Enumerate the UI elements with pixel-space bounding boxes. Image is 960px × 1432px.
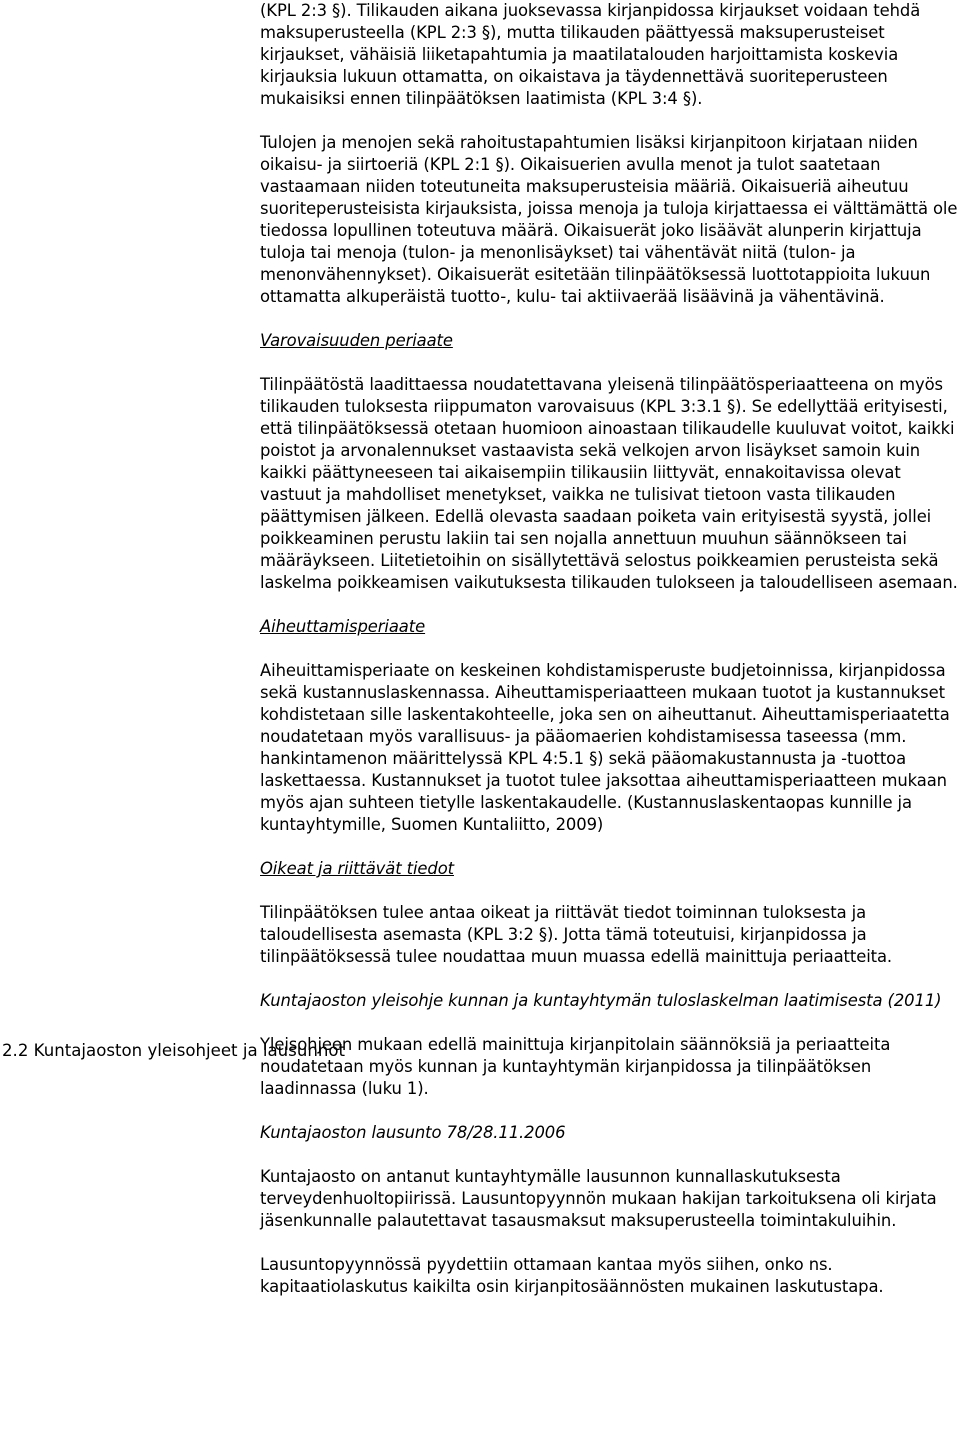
heading-varovaisuuden-periaate: Varovaisuuden periaate [260, 331, 453, 350]
paragraph-maksuperuste: (KPL 2:3 §). Tilikauden aikana juoksevassa kirjanpidossa kirjaukset voidaan tehdä maksuperusteella (KPL 2:3 §), mutta tilikauden päättyessä maksuperusteiset kirjaukset, vähäisiä liiketapahtumia ja maatilatalouden harjoittamista koskevia kirjauksia lukuun ottamatta, on oikaistava ja täydennettävä suoriteperusteen mukaisiksi ennen tilinpäätöksen laatimista (KPL 3:4 §). [260, 1, 921, 108]
paragraph-varovaisuus: Tilinpäätöstä laadittaessa noudatettavana yleisenä tilinpäätösperiaatteena on myös tilikauden tuloksesta riippumaton varovaisuus (KPL 3:3.1 §). Se edellyttää erityisesti, että tilinpäätöksessä otetaan huomioon ainoastaan tilikaudelle kuuluvat voitot, kaikki poistot ja arvonalennukset vastaavista sekä velkojen arvon lisäykset samoin kuin kaikki päättyneeseen tai aikaisempiin tilikausiin liittyvät, ennakoitavissa olevat vastuut ja mahdolliset menetykset, vaikka ne tulisivat tietoon vasta tilikauden päättymisen jälkeen. Edellä olevasta saadaan poiketa vain erityisestä syystä, jollei poikkeaminen perustu lakiin tai sen nojalla annettuun muuhun säännökseen tai määräykseen. Liitetietoihin on sisällytettävä selostus poikkeamien perusteista sekä laskelma poikkeamisen vaikutuksesta tilikauden tulokseen ja taloudelliseen asemaan. [260, 375, 958, 592]
paragraph-lausunto: Kuntajaosto on antanut kuntayhtymälle lausunnon kunnallaskutuksesta terveydenhuoltopiirissä. Lausuntopyynnön mukaan hakijan tarkoituksena oli kirjata jäsenkunnalle palautettavat tasausmaksut maksuperusteella toimintakuluihin. [260, 1167, 937, 1230]
paragraph-kapitaatiolaskutus: Lausuntopyynnössä pyydettiin ottamaan kantaa myös siihen, onko ns. kapitaatiolaskutus kaikilta osin kirjanpitosäännösten mukainen laskutustapa. [260, 1255, 884, 1296]
heading-lausunto: Kuntajaoston lausunto 78/28.11.2006 [260, 1123, 566, 1142]
paragraph-oikaisuerat: Tulojen ja menojen sekä rahoitustapahtumien lisäksi kirjanpitoon kirjataan niiden oikaisu- ja siirtoeriä (KPL 2:1 §). Oikaisuerien avulla menot ja tulot saatetaan vastaamaan niiden toteutuneita maksuperusteisia määriä. Oikaisueriä aiheutuu suoriteperusteisista kirjauksista, joissa menoja ja tuloja kirjattaessa ei välttämättä ole tiedossa lopullinen toteutuva määrä. Oikaisuerät joko lisäävät alunperin kirjattuja tuloja tai menoja (tulon- ja menonlisäykset) tai vähentävät niitä (tulon- ja menonvähennykset). Oikaisuerät esitetään tilinpäätöksessä luottotappioita lukuun ottamatta alkuperäistä tuotto-, kulu- tai aktiivaerää lisäävinä ja vähentävinä. [260, 133, 958, 306]
heading-aiheuttamisperiaate: Aiheuttamisperiaate [260, 617, 426, 636]
heading-oikeat-ja-riittavat-tiedot: Oikeat ja riittävät tiedot [260, 859, 454, 878]
heading-yleisohje: Kuntajaoston yleisohje kunnan ja kuntayhtymän tuloslaskelman laatimisesta (2011) [260, 991, 942, 1010]
section-heading: 2.2 Kuntajaoston yleisohjeet ja lausunnot [2, 1041, 346, 1060]
paragraph-oikeat-tiedot: Tilinpäätöksen tulee antaa oikeat ja riittävät tiedot toiminnan tuloksesta ja taloudellisesta asemasta (KPL 3:2 §). Jotta tämä toteutuisi, kirjanpidossa ja tilinpäätöksessä tulee noudattaa muun muassa edellä mainittuja periaatteita. [260, 903, 893, 966]
paragraph-yleisohje: Yleisohjeen mukaan edellä mainittuja kirjanpitolain säännöksiä ja periaatteita noudatetaan myös kunnan ja kuntayhtymän kirjanpidossa ja tilinpäätöksen laadinnassa (luku 1). [260, 1035, 891, 1098]
main-text-column [260, 0, 958, 1298]
paragraph-aiheuttamisperiaate: Aiheuittamisperiaate on keskeinen kohdistamisperuste budjetoinnissa, kirjanpidossa sekä kustannuslaskennassa. Aiheuttamisperiaatteen mukaan tuotot ja kustannukset kohdistetaan sille laskentakohteelle, joka sen on aiheuttanut. Aiheuttamisperiaatetta noudatetaan myös varallisuus- ja pääomaerien kohdistamisessa taseessa (mm. hankintamenon määrittelyssä KPL 4:5.1 §) sekä pääomakustannusta ja -tuottoa laskettaessa. Kustannukset ja tuotot tulee jaksottaa aiheuttamisperiaatteen mukaan myös ajan suhteen tietylle laskentakaudelle. (Kustannuslaskentaopas kunnille ja kuntayhtymille, Suomen Kuntaliitto, 2009) [260, 661, 950, 834]
